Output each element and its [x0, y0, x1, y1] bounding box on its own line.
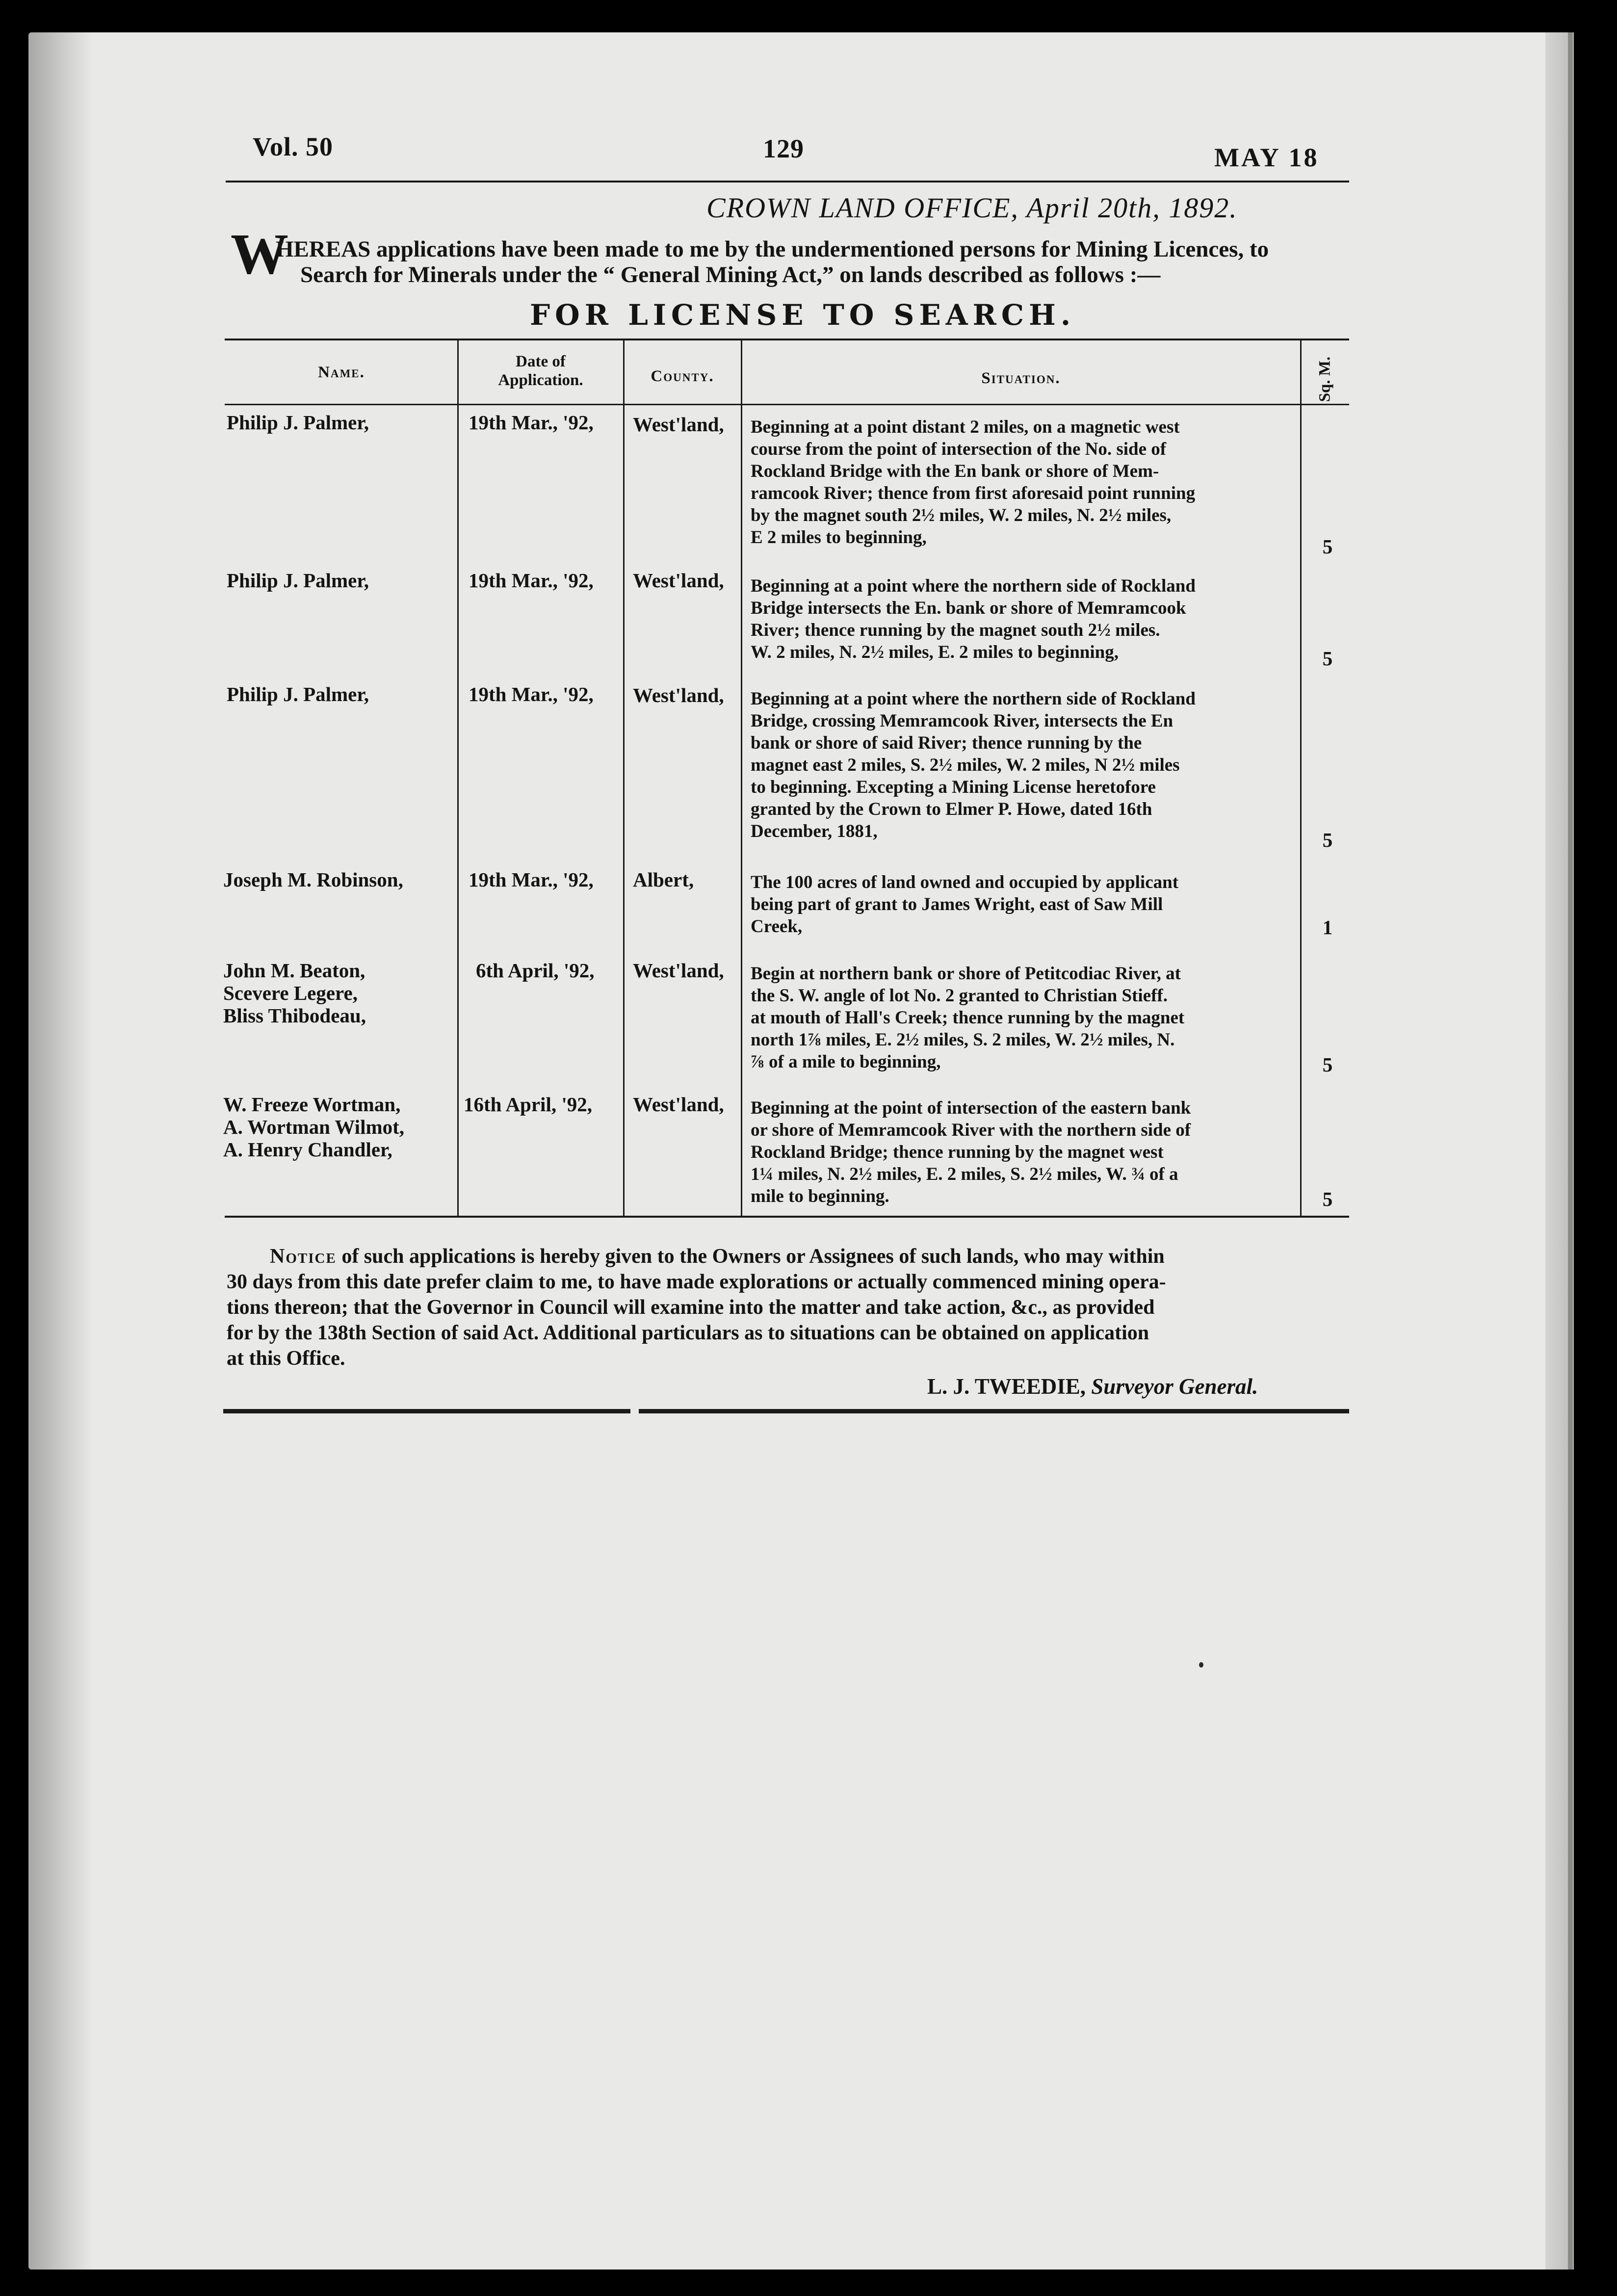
row3-situation [751, 688, 1295, 842]
column-header-sq-m-text: Sq. M. [1316, 356, 1334, 402]
signature-name: L. J. TWEEDIE, [927, 1374, 1086, 1399]
row6-situation-line: Rockland Bridge; thence running by the magnet west [751, 1142, 1164, 1162]
row5-county: West'land, [633, 959, 724, 982]
row2-situation-line: W. 2 miles, N. 2½ miles, E. 2 miles to beginning, [751, 642, 1119, 662]
signature [927, 1374, 1258, 1399]
row3-date: 19th Mar., '92, [469, 683, 594, 705]
notice-lead-word: Notice [270, 1245, 337, 1268]
row4-date: 19th Mar., '92, [469, 868, 594, 891]
row1-situation-line: course from the point of intersection of the No. side of [751, 439, 1167, 459]
row1-county: West'land, [633, 413, 724, 436]
row6-sq-miles: 5 [1322, 1188, 1333, 1210]
notice-line-1 [227, 1244, 1349, 1269]
column-header-sq-m [1303, 356, 1347, 402]
row2-name: Philip J. Palmer, [227, 569, 369, 592]
row5-situation-line: the S. W. angle of lot No. 2 granted to Christian Stieff. [751, 986, 1168, 1006]
table-header-rule [225, 404, 1349, 405]
row1-sq-miles: 5 [1322, 535, 1333, 558]
row3-situation-line: granted by the Crown to Elmer P. Howe, dated 16th [751, 799, 1152, 819]
row6-name: A. Wortman Wilmot, [223, 1116, 405, 1138]
closing-rule-right [639, 1409, 1349, 1413]
row6-situation-line: mile to beginning. [751, 1186, 889, 1206]
row2-situation-line: Beginning at a point where the northern side of Rockland [751, 576, 1196, 596]
drop-cap: W [231, 222, 288, 286]
row3-situation-line: December, 1881, [751, 821, 878, 841]
row5-name: Bliss Thibodeau, [223, 1004, 366, 1027]
row4-situation-line: The 100 acres of land owned and occupied by applicant [751, 872, 1179, 892]
column-header-date [459, 352, 622, 390]
notice-line-1-text: of such applications is hereby given to the Owners or Assignees of such lands, who may within [336, 1245, 1165, 1268]
row3-situation-line: Bridge, crossing Memramcook River, intersects the En [751, 711, 1174, 731]
row4-situation [751, 871, 1295, 938]
row3-situation-line: bank or shore of said River; thence running by the [751, 733, 1142, 753]
ink-speck [1199, 1662, 1203, 1668]
notice-line-5: at this Office. [227, 1347, 345, 1370]
row6-name: A. Henry Chandler, [223, 1138, 392, 1161]
row6-situation-line: 1¼ miles, N. 2½ miles, E. 2 miles, S. 2½ miles, W. ¾ of a [751, 1164, 1178, 1184]
notice-line-3: tions thereon; that the Governor in Council will examine into the matter and take action, &c., as provided [227, 1296, 1155, 1319]
notice-line-2: 30 days from this date prefer claim to me, to have made explorations or actually commenced mining opera- [227, 1271, 1166, 1293]
row5-situation-line: north 1⅞ miles, E. 2½ miles, S. 2 miles, W. 2½ miles, N. [751, 1030, 1175, 1050]
row4-county: Albert, [633, 868, 694, 891]
row4-sq-miles: 1 [1322, 916, 1333, 939]
row5-situation-line: at mouth of Hall's Creek; thence running by the magnet [751, 1008, 1185, 1028]
page-edge-line [1568, 32, 1573, 2270]
row1-name: Philip J. Palmer, [227, 411, 369, 434]
row6-name: W. Freeze Wortman, [223, 1093, 401, 1116]
page-number: 129 [763, 134, 804, 163]
row3-county: West'land, [633, 684, 724, 706]
row3-situation-line: Beginning at a point where the northern side of Rockland [751, 689, 1196, 709]
row5-situation [751, 963, 1295, 1073]
row1-situation-line: E 2 miles to beginning, [751, 527, 927, 548]
signature-title: Surveyor General. [1091, 1374, 1258, 1399]
intro-line-2: Search for Minerals under the “ General Mining Act,” on lands described as follows :— [300, 262, 1161, 287]
office-dateline: CROWN LAND OFFICE, April 20th, 1892. [706, 192, 1238, 224]
table-bottom-rule [225, 1216, 1349, 1218]
row5-name: John M. Beaton, [223, 959, 365, 982]
row3-sq-miles: 5 [1322, 829, 1333, 851]
column-divider-4 [1300, 339, 1302, 1217]
column-header-name: Name. [318, 364, 365, 381]
column-divider-3 [741, 339, 742, 1217]
notice-paragraph [227, 1244, 1349, 1371]
row2-situation-line: Bridge intersects the En. bank or shore of Memramcook [751, 598, 1186, 618]
issue-date: MAY 18 [1214, 143, 1319, 172]
column-header-date-line2: Application. [498, 371, 583, 389]
row2-county: West'land, [633, 569, 724, 592]
row6-situation-line: Beginning at the point of intersection of the eastern bank [751, 1098, 1191, 1118]
column-header-situation: Situation. [981, 369, 1061, 387]
row2-situation-line: River; thence running by the magnet south 2½ miles. [751, 620, 1160, 640]
row5-date: 6th April, '92, [476, 959, 595, 982]
row5-situation-line: Begin at northern bank or shore of Petitcodiac River, at [751, 964, 1181, 984]
volume-label: Vol. 50 [253, 132, 334, 161]
column-header-date-line1: Date of [516, 353, 566, 370]
binding-shadow [28, 32, 92, 2270]
row1-situation-line: Beginning at a point distant 2 miles, on a magnetic west [751, 417, 1180, 437]
row5-sq-miles: 5 [1322, 1053, 1333, 1076]
row1-situation-line: Rockland Bridge with the En bank or shore of Mem- [751, 461, 1159, 481]
row4-situation-line: Creek, [751, 916, 803, 937]
row6-county: West'land, [633, 1093, 724, 1116]
column-divider-2 [623, 339, 625, 1217]
row1-situation-line: by the magnet south 2½ miles, W. 2 miles, N. 2½ miles, [751, 505, 1172, 525]
row4-situation-line: being part of grant to James Wright, east of Saw Mill [751, 894, 1163, 914]
row2-date: 19th Mar., '92, [469, 569, 594, 592]
row2-sq-miles: 5 [1322, 647, 1333, 670]
closing-rule-left [223, 1409, 630, 1413]
row3-situation-line: to beginning. Excepting a Mining License heretofore [751, 777, 1156, 797]
intro-line-1: HEREAS applications have been made to me by the undermentioned persons for Mining Licences, to [276, 236, 1269, 262]
row1-situation [751, 416, 1295, 548]
row3-situation-line: magnet east 2 miles, S. 2½ miles, W. 2 miles, N 2½ miles [751, 755, 1180, 775]
row3-name: Philip J. Palmer, [227, 683, 369, 705]
row4-name: Joseph M. Robinson, [223, 868, 403, 891]
section-heading: FOR LICENSE TO SEARCH. [530, 298, 1076, 332]
table-top-rule [225, 339, 1349, 340]
row6-date: 16th April, '92, [464, 1093, 592, 1116]
row1-situation-line: ramcook River; thence from first aforesaid point running [751, 483, 1196, 503]
row6-situation-line: or shore of Memramcook River with the northern side of [751, 1120, 1191, 1140]
column-header-county: County. [651, 367, 714, 385]
row1-date: 19th Mar., '92, [469, 411, 594, 434]
row2-situation [751, 575, 1295, 663]
notice-line-4: for by the 138th Section of said Act. Additional particulars as to situations can be obtained on application [227, 1322, 1149, 1344]
column-divider-1 [457, 339, 459, 1217]
row6-names [223, 1093, 404, 1161]
row5-names [223, 959, 366, 1027]
header-rule [226, 181, 1349, 183]
row6-situation [751, 1097, 1295, 1207]
row5-situation-line: ⅞ of a mile to beginning, [751, 1052, 941, 1072]
row5-name: Scevere Legere, [223, 982, 358, 1004]
